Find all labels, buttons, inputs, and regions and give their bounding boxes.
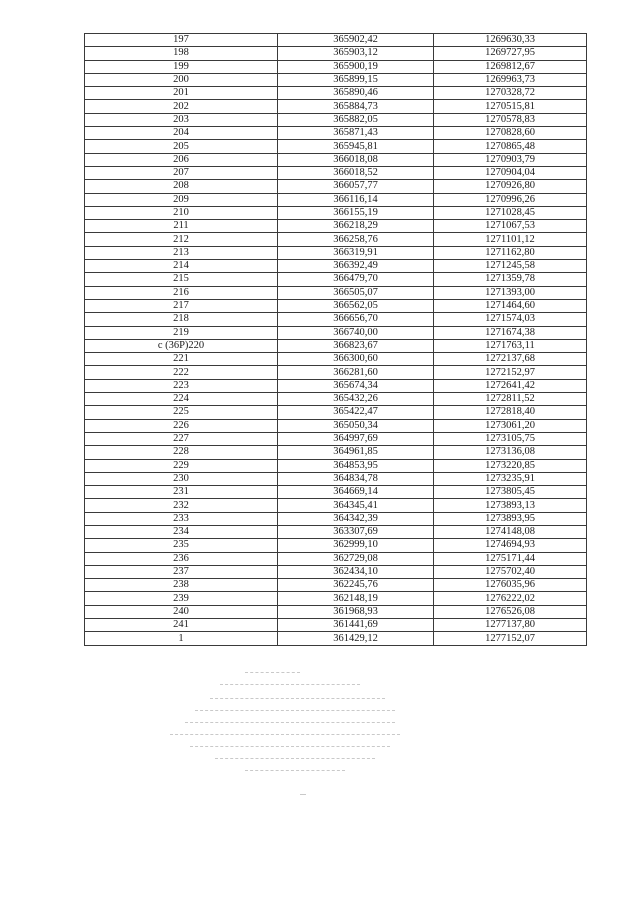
x-coordinate-cell: 363307,69 (278, 525, 434, 538)
x-coordinate-cell: 362148,19 (278, 592, 434, 605)
table-row (85, 87, 587, 100)
x-coordinate-cell: 365902,42 (278, 34, 434, 47)
table-row (85, 313, 587, 326)
y-coordinate-cell: 1271067,53 (434, 220, 587, 233)
x-coordinate-cell: 366018,52 (278, 166, 434, 179)
y-coordinate-cell: 1271464,60 (434, 299, 587, 312)
y-coordinate-cell: 1272818,40 (434, 406, 587, 419)
table-row (85, 260, 587, 273)
x-coordinate-cell: 366505,07 (278, 286, 434, 299)
y-coordinate-cell: 1271574,03 (434, 313, 587, 326)
x-coordinate-cell: 361968,93 (278, 605, 434, 618)
x-coordinate-cell: 362434,10 (278, 565, 434, 578)
y-coordinate-cell: 1270996,26 (434, 193, 587, 206)
point-number-cell: 224 (85, 393, 278, 406)
table-row (85, 619, 587, 632)
table-row (85, 565, 587, 578)
table-row (85, 393, 587, 406)
point-number-cell: 218 (85, 313, 278, 326)
x-coordinate-cell: 365050,34 (278, 419, 434, 432)
table-row (85, 353, 587, 366)
coordinates-table (84, 33, 587, 646)
point-number-cell: 200 (85, 73, 278, 86)
x-coordinate-cell: 366116,14 (278, 193, 434, 206)
x-coordinate-cell: 362999,10 (278, 539, 434, 552)
x-coordinate-cell: 365422,47 (278, 406, 434, 419)
y-coordinate-cell: 1277137,80 (434, 619, 587, 632)
x-coordinate-cell: 366300,60 (278, 353, 434, 366)
point-number-cell: 225 (85, 406, 278, 419)
point-number-cell: 217 (85, 299, 278, 312)
table-row (85, 446, 587, 459)
table-row (85, 47, 587, 60)
point-number-cell: 236 (85, 552, 278, 565)
table-row (85, 419, 587, 432)
table-row (85, 246, 587, 259)
table-row (85, 326, 587, 339)
table-row (85, 472, 587, 485)
x-coordinate-cell: 364834,78 (278, 472, 434, 485)
table-row (85, 220, 587, 233)
table-row (85, 233, 587, 246)
point-number-cell: 211 (85, 220, 278, 233)
x-coordinate-cell: 366479,70 (278, 273, 434, 286)
y-coordinate-cell: 1272137,68 (434, 353, 587, 366)
x-coordinate-cell: 362245,76 (278, 579, 434, 592)
table-row (85, 366, 587, 379)
x-coordinate-cell: 366392,49 (278, 260, 434, 273)
point-number-cell: 1 (85, 632, 278, 645)
y-coordinate-cell: 1273061,20 (434, 419, 587, 432)
x-coordinate-cell: 365903,12 (278, 47, 434, 60)
point-number-cell: 204 (85, 127, 278, 140)
point-number-cell: 203 (85, 113, 278, 126)
table-row (85, 499, 587, 512)
x-coordinate-cell: 365899,15 (278, 73, 434, 86)
y-coordinate-cell: 1271763,11 (434, 339, 587, 352)
x-coordinate-cell: 365884,73 (278, 100, 434, 113)
table-row (85, 379, 587, 392)
x-coordinate-cell: 366656,70 (278, 313, 434, 326)
y-coordinate-cell: 1271162,80 (434, 246, 587, 259)
point-number-cell: 239 (85, 592, 278, 605)
point-number-cell: 235 (85, 539, 278, 552)
point-number-cell: 226 (85, 419, 278, 432)
table-row (85, 180, 587, 193)
point-number-cell: 237 (85, 565, 278, 578)
table-row (85, 459, 587, 472)
y-coordinate-cell: 1270926,80 (434, 180, 587, 193)
table-row (85, 605, 587, 618)
y-coordinate-cell: 1275702,40 (434, 565, 587, 578)
table-row (85, 73, 587, 86)
y-coordinate-cell: 1273235,91 (434, 472, 587, 485)
x-coordinate-cell: 364342,39 (278, 512, 434, 525)
point-number-cell: 227 (85, 432, 278, 445)
y-coordinate-cell: 1272811,52 (434, 393, 587, 406)
y-coordinate-cell: 1274694,93 (434, 539, 587, 552)
table-row (85, 113, 587, 126)
x-coordinate-cell: 364997,69 (278, 432, 434, 445)
point-number-cell: 209 (85, 193, 278, 206)
y-coordinate-cell: 1273105,75 (434, 432, 587, 445)
point-number-cell: 232 (85, 499, 278, 512)
table-row (85, 286, 587, 299)
table-row (85, 273, 587, 286)
y-coordinate-cell: 1269727,95 (434, 47, 587, 60)
point-number-cell: 212 (85, 233, 278, 246)
x-coordinate-cell: 365882,05 (278, 113, 434, 126)
table-row (85, 60, 587, 73)
y-coordinate-cell: 1269812,67 (434, 60, 587, 73)
x-coordinate-cell: 364345,41 (278, 499, 434, 512)
point-number-cell: 199 (85, 60, 278, 73)
x-coordinate-cell: 361441,69 (278, 619, 434, 632)
y-coordinate-cell: 1276222,02 (434, 592, 587, 605)
x-coordinate-cell: 364853,95 (278, 459, 434, 472)
x-coordinate-cell: 366258,76 (278, 233, 434, 246)
point-number-cell: 221 (85, 353, 278, 366)
table-row (85, 100, 587, 113)
x-coordinate-cell: 366823,67 (278, 339, 434, 352)
table-row (85, 486, 587, 499)
y-coordinate-cell: 1269630,33 (434, 34, 587, 47)
y-coordinate-cell: 1273893,13 (434, 499, 587, 512)
y-coordinate-cell: 1273136,08 (434, 446, 587, 459)
point-number-cell: 207 (85, 166, 278, 179)
point-number-cell: 210 (85, 206, 278, 219)
point-number-cell: 228 (85, 446, 278, 459)
point-number-cell: 216 (85, 286, 278, 299)
x-coordinate-cell: 365890,46 (278, 87, 434, 100)
x-coordinate-cell: 365945,81 (278, 140, 434, 153)
point-number-cell: 202 (85, 100, 278, 113)
y-coordinate-cell: 1270328,72 (434, 87, 587, 100)
x-coordinate-cell: 366057,77 (278, 180, 434, 193)
y-coordinate-cell: 1273893,95 (434, 512, 587, 525)
y-coordinate-cell: 1270904,04 (434, 166, 587, 179)
table-row (85, 406, 587, 419)
table-row (85, 127, 587, 140)
x-coordinate-cell: 364961,85 (278, 446, 434, 459)
x-coordinate-cell: 365432,26 (278, 393, 434, 406)
y-coordinate-cell: 1271245,58 (434, 260, 587, 273)
table-row (85, 539, 587, 552)
coordinates-table-body (85, 34, 587, 646)
y-coordinate-cell: 1270828,60 (434, 127, 587, 140)
y-coordinate-cell: 1271393,00 (434, 286, 587, 299)
point-number-cell: 233 (85, 512, 278, 525)
y-coordinate-cell: 1274148,08 (434, 525, 587, 538)
table-row (85, 579, 587, 592)
table-row (85, 299, 587, 312)
x-coordinate-cell: 365871,43 (278, 127, 434, 140)
x-coordinate-cell: 366319,91 (278, 246, 434, 259)
x-coordinate-cell: 366155,19 (278, 206, 434, 219)
x-coordinate-cell: 364669,14 (278, 486, 434, 499)
faded-stamp (150, 672, 410, 802)
y-coordinate-cell: 1270903,79 (434, 153, 587, 166)
point-number-cell: 229 (85, 459, 278, 472)
point-number-cell: 222 (85, 366, 278, 379)
x-coordinate-cell: 362729,08 (278, 552, 434, 565)
point-number-cell: 241 (85, 619, 278, 632)
point-number-cell: с (36Р)220 (85, 339, 278, 352)
y-coordinate-cell: 1271101,12 (434, 233, 587, 246)
table-row (85, 525, 587, 538)
y-coordinate-cell: 1272641,42 (434, 379, 587, 392)
y-coordinate-cell: 1273805,45 (434, 486, 587, 499)
point-number-cell: 240 (85, 605, 278, 618)
y-coordinate-cell: 1271028,45 (434, 206, 587, 219)
y-coordinate-cell: 1275171,44 (434, 552, 587, 565)
point-number-cell: 234 (85, 525, 278, 538)
table-row (85, 432, 587, 445)
y-coordinate-cell: 1272152,97 (434, 366, 587, 379)
y-coordinate-cell: 1276035,96 (434, 579, 587, 592)
point-number-cell: 219 (85, 326, 278, 339)
table-row (85, 206, 587, 219)
table-row (85, 166, 587, 179)
point-number-cell: 208 (85, 180, 278, 193)
table-row (85, 632, 587, 645)
y-coordinate-cell: 1270865,48 (434, 140, 587, 153)
point-number-cell: 206 (85, 153, 278, 166)
point-number-cell: 215 (85, 273, 278, 286)
point-number-cell: 214 (85, 260, 278, 273)
x-coordinate-cell: 366562,05 (278, 299, 434, 312)
table-row (85, 140, 587, 153)
point-number-cell: 205 (85, 140, 278, 153)
point-number-cell: 213 (85, 246, 278, 259)
x-coordinate-cell: 366740,00 (278, 326, 434, 339)
point-number-cell: 201 (85, 87, 278, 100)
x-coordinate-cell: 365900,19 (278, 60, 434, 73)
table-row (85, 339, 587, 352)
y-coordinate-cell: 1276526,08 (434, 605, 587, 618)
x-coordinate-cell: 361429,12 (278, 632, 434, 645)
table-row (85, 552, 587, 565)
point-number-cell: 198 (85, 47, 278, 60)
point-number-cell: 230 (85, 472, 278, 485)
x-coordinate-cell: 366018,08 (278, 153, 434, 166)
y-coordinate-cell: 1269963,73 (434, 73, 587, 86)
table-row (85, 34, 587, 47)
table-row (85, 153, 587, 166)
point-number-cell: 231 (85, 486, 278, 499)
point-number-cell: 238 (85, 579, 278, 592)
x-coordinate-cell: 365674,34 (278, 379, 434, 392)
table-row (85, 193, 587, 206)
table-row (85, 592, 587, 605)
x-coordinate-cell: 366218,29 (278, 220, 434, 233)
y-coordinate-cell: 1271674,38 (434, 326, 587, 339)
y-coordinate-cell: 1270515,81 (434, 100, 587, 113)
y-coordinate-cell: 1271359,78 (434, 273, 587, 286)
point-number-cell: 223 (85, 379, 278, 392)
y-coordinate-cell: 1277152,07 (434, 632, 587, 645)
y-coordinate-cell: 1273220,85 (434, 459, 587, 472)
x-coordinate-cell: 366281,60 (278, 366, 434, 379)
table-row (85, 512, 587, 525)
point-number-cell: 197 (85, 34, 278, 47)
y-coordinate-cell: 1270578,83 (434, 113, 587, 126)
